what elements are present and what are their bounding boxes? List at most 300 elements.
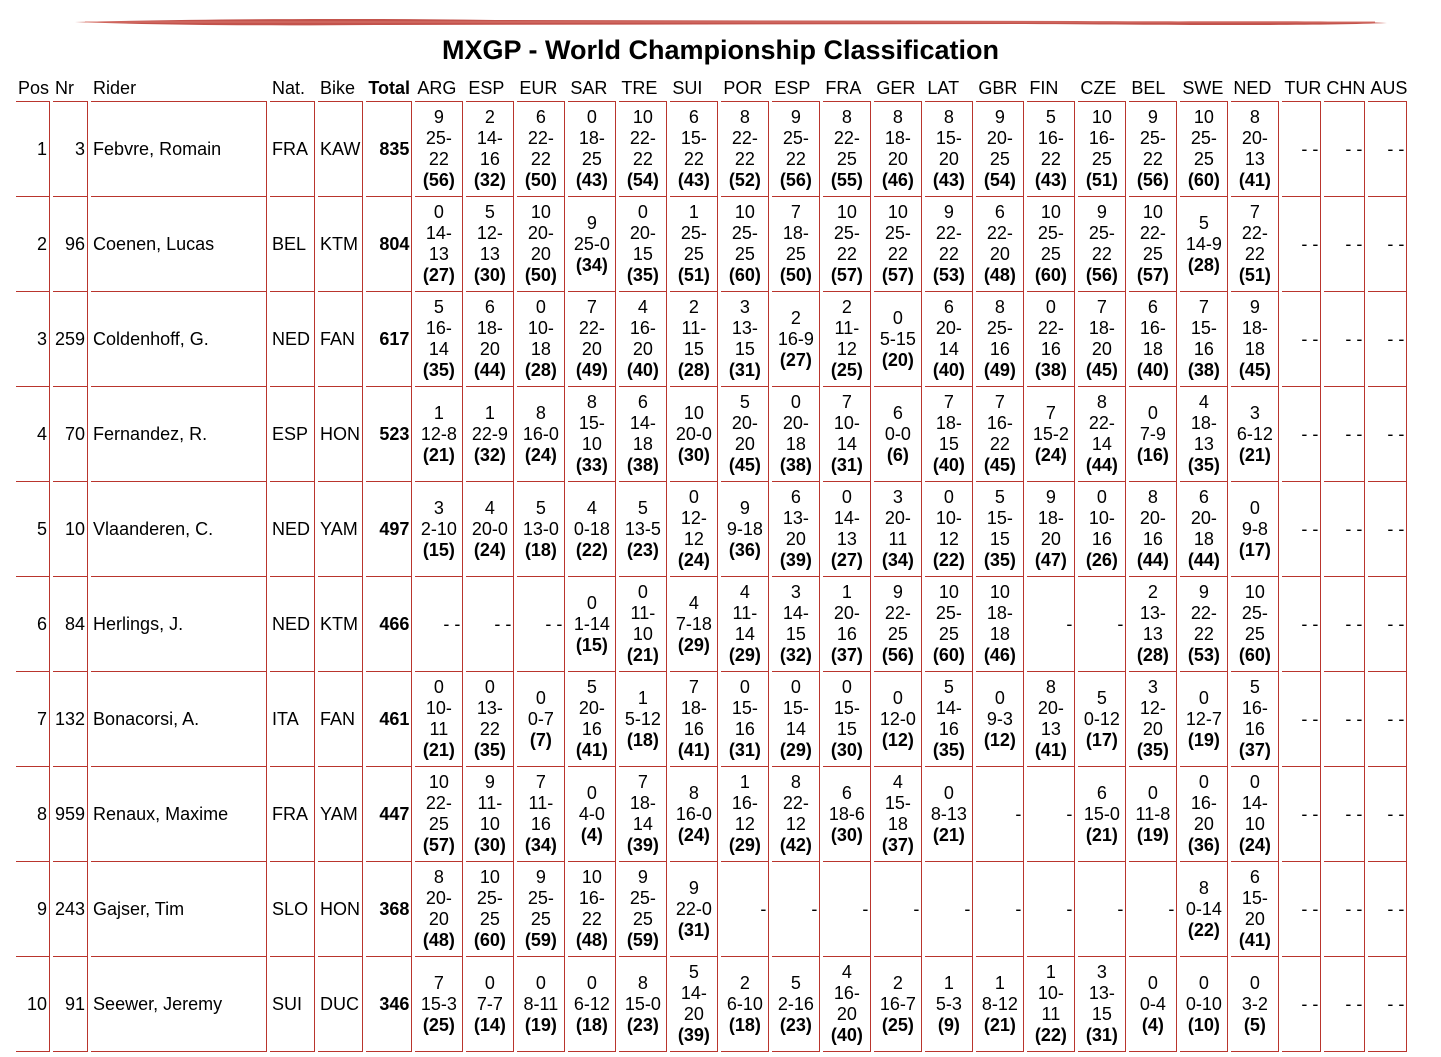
race-bonus: 3 bbox=[433, 497, 444, 518]
col-header-race: GER bbox=[874, 75, 922, 102]
race-bonus: 6 bbox=[1096, 782, 1107, 803]
race-bonus: 10 bbox=[581, 867, 602, 887]
race-points: (40) bbox=[1136, 360, 1169, 380]
race-moto-results: 8-11 bbox=[523, 993, 559, 1014]
race-points: (35) bbox=[932, 740, 965, 760]
race-points: (41) bbox=[677, 740, 710, 760]
race-bonus: 0 bbox=[790, 392, 801, 412]
race-result-cell: - - bbox=[1368, 672, 1407, 767]
race-moto-results: 20- bbox=[731, 413, 758, 433]
race-points: (24) bbox=[677, 824, 710, 845]
race-moto-results: 11 bbox=[888, 529, 908, 549]
race-bonus: 7 bbox=[1045, 402, 1056, 423]
race-bonus: 0 bbox=[943, 782, 954, 803]
page-title: MXGP - World Championship Classification bbox=[441, 35, 1000, 65]
race-result-cell: - - bbox=[1282, 767, 1321, 862]
race-result-cell: - bbox=[874, 862, 922, 957]
col-header-nat: Nat. bbox=[270, 75, 315, 102]
race-moto-results: 9-18 bbox=[726, 518, 763, 539]
race-moto-results: 25- bbox=[935, 603, 962, 623]
race-moto-results: 7-9 bbox=[1139, 423, 1166, 444]
race-bonus: 3 bbox=[1249, 402, 1260, 423]
race-bonus: 1 bbox=[1045, 962, 1056, 982]
race-points: (60) bbox=[932, 645, 965, 665]
race-points: (44) bbox=[1136, 550, 1169, 570]
race-result-cell bbox=[874, 197, 922, 292]
race-points: (21) bbox=[1238, 444, 1271, 465]
race-points: (7) bbox=[529, 729, 552, 750]
race-points: (39) bbox=[626, 835, 659, 855]
race-moto-results: 20 bbox=[1091, 339, 1112, 359]
race-points: (36) bbox=[728, 539, 761, 560]
race-moto-results: 12-7 bbox=[1185, 708, 1222, 729]
race-bonus: 8 bbox=[637, 972, 648, 993]
col-header-pos: Pos bbox=[16, 75, 50, 102]
race-result-cell bbox=[976, 672, 1024, 767]
race-moto-results: 25 bbox=[1040, 244, 1061, 264]
race-result-cell bbox=[1129, 292, 1177, 387]
race-points: (22) bbox=[1034, 1025, 1067, 1045]
race-moto-results: 22- bbox=[731, 128, 758, 148]
race-moto-results: 0-7 bbox=[527, 708, 554, 729]
race-points: (21) bbox=[1085, 824, 1118, 845]
race-result-cell bbox=[1078, 482, 1126, 577]
race-bonus: 8 bbox=[586, 392, 597, 412]
race-moto-results: 22 bbox=[734, 149, 755, 169]
race-moto-results: 15 bbox=[683, 339, 704, 359]
bike-cell: KAW bbox=[318, 102, 363, 197]
race-bonus: 0 bbox=[790, 677, 801, 697]
bike-cell: KTM bbox=[318, 197, 363, 292]
nationality-cell: NED bbox=[270, 577, 315, 672]
classification-table bbox=[13, 75, 1410, 1052]
race-result-cell: - - bbox=[1368, 292, 1407, 387]
race-moto-results: 16- bbox=[731, 793, 758, 813]
race-result-cell bbox=[925, 767, 973, 862]
table-row bbox=[16, 862, 1407, 957]
race-bonus: 5 bbox=[739, 392, 750, 412]
race-points: (31) bbox=[1085, 1025, 1118, 1045]
race-result-cell bbox=[517, 102, 565, 197]
race-result-cell bbox=[1129, 577, 1177, 672]
race-bonus: 6 bbox=[1198, 487, 1209, 507]
race-moto-results: 18 bbox=[1244, 339, 1265, 359]
race-points: (43) bbox=[677, 170, 710, 190]
race-points: (34) bbox=[575, 254, 608, 275]
race-result-cell: - - bbox=[1282, 862, 1321, 957]
table-row bbox=[16, 102, 1407, 197]
race-moto-results: 15-3 bbox=[420, 993, 457, 1014]
nationality-cell: FRA bbox=[270, 102, 315, 197]
race-moto-results: 25 bbox=[734, 244, 755, 264]
race-bonus: 8 bbox=[1045, 677, 1056, 697]
race-bonus: 9 bbox=[994, 107, 1005, 127]
race-bonus: 8 bbox=[841, 107, 852, 127]
race-result-cell bbox=[568, 577, 616, 672]
race-moto-results: 12-0 bbox=[879, 708, 916, 729]
race-bonus: 5 bbox=[1096, 687, 1107, 708]
race-result-cell bbox=[1078, 387, 1126, 482]
race-moto-results: 18- bbox=[1037, 508, 1064, 528]
race-bonus: 10 bbox=[887, 202, 908, 222]
race-moto-results: 10 bbox=[632, 624, 653, 644]
race-points: (35) bbox=[983, 550, 1016, 570]
race-moto-results: 16- bbox=[578, 888, 605, 908]
race-result-cell bbox=[1180, 102, 1228, 197]
race-moto-results: 16- bbox=[1190, 793, 1217, 813]
race-points: (56) bbox=[779, 170, 812, 190]
race-result-cell bbox=[874, 577, 922, 672]
race-points: (28) bbox=[524, 360, 557, 380]
race-result-cell: - - bbox=[1324, 387, 1365, 482]
race-points: (23) bbox=[626, 1014, 659, 1035]
race-moto-results: 20- bbox=[578, 698, 605, 718]
race-result-cell bbox=[670, 577, 718, 672]
race-result-cell bbox=[772, 102, 820, 197]
race-points: (34) bbox=[524, 835, 557, 855]
race-moto-results: 13- bbox=[1139, 603, 1166, 623]
race-result-cell bbox=[517, 957, 565, 1052]
race-bonus: 0 bbox=[535, 972, 546, 993]
race-moto-results: 13 bbox=[1040, 719, 1061, 739]
race-moto-results: 16-7 bbox=[879, 993, 916, 1014]
race-result-cell: - bbox=[1078, 577, 1126, 672]
table-row bbox=[16, 197, 1407, 292]
race-result-cell bbox=[415, 767, 463, 862]
race-bonus: 0 bbox=[1249, 497, 1260, 518]
race-result-cell bbox=[619, 197, 667, 292]
col-header-race: TUR bbox=[1282, 75, 1321, 102]
race-points: (37) bbox=[881, 835, 914, 855]
race-bonus: 0 bbox=[586, 782, 597, 803]
race-moto-results: 16-9 bbox=[777, 328, 814, 349]
race-moto-results: 18- bbox=[1241, 318, 1268, 338]
race-bonus: 5 bbox=[943, 677, 954, 697]
race-moto-results: 12- bbox=[680, 508, 707, 528]
race-moto-results: 16- bbox=[425, 318, 452, 338]
race-moto-results: 20 bbox=[1142, 719, 1163, 739]
race-bonus: 6 bbox=[892, 402, 903, 423]
race-moto-results: 25- bbox=[1088, 223, 1115, 243]
race-moto-results: 16 bbox=[1193, 339, 1214, 359]
race-points: (19) bbox=[1187, 729, 1220, 750]
race-result-cell bbox=[823, 482, 871, 577]
race-result-cell bbox=[466, 387, 514, 482]
race-points: (27) bbox=[779, 349, 812, 370]
race-result-cell bbox=[772, 957, 820, 1052]
race-result-cell bbox=[568, 767, 616, 862]
rider-name-cell: Febvre, Romain bbox=[91, 102, 267, 197]
race-moto-results: 14 bbox=[632, 814, 653, 834]
race-moto-results: 20- bbox=[527, 223, 554, 243]
race-result-cell bbox=[517, 482, 565, 577]
race-result-cell: - - bbox=[517, 577, 565, 672]
race-bonus: 2 bbox=[739, 972, 750, 993]
race-bonus: 8 bbox=[535, 402, 546, 423]
col-header-race: EUR bbox=[517, 75, 565, 102]
race-result-cell: - - bbox=[1282, 672, 1321, 767]
race-result-cell: - bbox=[1078, 862, 1126, 957]
race-points: (41) bbox=[1238, 930, 1271, 950]
race-points: (32) bbox=[473, 170, 506, 190]
race-bonus: 3 bbox=[892, 487, 903, 507]
table-row bbox=[16, 767, 1407, 862]
race-bonus: 3 bbox=[790, 582, 801, 602]
race-result-cell bbox=[823, 672, 871, 767]
race-bonus: 0 bbox=[484, 677, 495, 697]
total-points-cell: 523 bbox=[366, 387, 412, 482]
race-moto-results: 12- bbox=[1139, 698, 1166, 718]
race-moto-results: 25 bbox=[1091, 149, 1112, 169]
race-moto-results: 14 bbox=[836, 434, 857, 454]
race-points: (21) bbox=[932, 824, 965, 845]
total-points-cell: 346 bbox=[366, 957, 412, 1052]
col-header-race: POR bbox=[721, 75, 769, 102]
race-points: (56) bbox=[1136, 170, 1169, 190]
race-points: (12) bbox=[983, 729, 1016, 750]
race-moto-results: 22 bbox=[1244, 244, 1265, 264]
race-moto-results: 18 bbox=[632, 434, 653, 454]
race-points: (51) bbox=[1085, 170, 1118, 190]
race-moto-results: 22 bbox=[479, 719, 500, 739]
race-moto-results: 0-4 bbox=[1139, 993, 1166, 1014]
nationality-cell: SLO bbox=[270, 862, 315, 957]
race-points: (15) bbox=[575, 634, 608, 655]
race-points: (30) bbox=[473, 835, 506, 855]
race-result-cell: - - bbox=[1282, 102, 1321, 197]
race-moto-results: 13- bbox=[476, 698, 503, 718]
col-header-race: ESP bbox=[466, 75, 514, 102]
race-points: (53) bbox=[932, 265, 965, 285]
race-moto-results: 16 bbox=[938, 719, 959, 739]
race-points: (10) bbox=[1187, 1014, 1220, 1035]
race-moto-results: 12 bbox=[938, 529, 959, 549]
race-bonus: 1 bbox=[739, 772, 750, 792]
race-moto-results: 20- bbox=[1139, 508, 1166, 528]
race-points: (38) bbox=[626, 455, 659, 475]
race-moto-results: 16-0 bbox=[675, 803, 712, 824]
race-points: (44) bbox=[1085, 455, 1118, 475]
race-points: (35) bbox=[473, 740, 506, 760]
race-bonus: 5 bbox=[1045, 107, 1056, 127]
race-bonus: 0 bbox=[637, 202, 648, 222]
race-moto-results: 25 bbox=[632, 909, 653, 929]
race-bonus: 9 bbox=[1198, 582, 1209, 602]
bike-cell: HON bbox=[318, 862, 363, 957]
race-points: (54) bbox=[983, 170, 1016, 190]
race-bonus: 9 bbox=[739, 497, 750, 518]
race-moto-results: 22 bbox=[530, 149, 551, 169]
race-moto-results: 15- bbox=[935, 128, 962, 148]
race-result-cell bbox=[976, 197, 1024, 292]
race-points: (18) bbox=[524, 539, 557, 560]
number-cell: 96 bbox=[53, 197, 88, 292]
race-result-cell bbox=[1180, 767, 1228, 862]
race-bonus: 4 bbox=[688, 592, 699, 613]
race-bonus: 2 bbox=[790, 307, 801, 328]
race-moto-results: 16 bbox=[836, 624, 857, 644]
race-result-cell bbox=[670, 767, 718, 862]
race-moto-results: 22 bbox=[632, 149, 653, 169]
race-bonus: 4 bbox=[484, 497, 495, 518]
race-points: (30) bbox=[677, 444, 710, 465]
race-moto-results: 14-9 bbox=[1185, 233, 1222, 254]
race-moto-results: 10- bbox=[527, 318, 554, 338]
race-bonus: 5 bbox=[637, 497, 648, 518]
race-moto-results: 13 bbox=[1244, 149, 1265, 169]
race-moto-results: 20 bbox=[1193, 814, 1214, 834]
race-moto-results: 16- bbox=[1139, 318, 1166, 338]
race-moto-results: 12- bbox=[476, 223, 503, 243]
race-bonus: 6 bbox=[688, 107, 699, 127]
race-moto-results: 15 bbox=[836, 719, 857, 739]
race-moto-results: 22 bbox=[581, 909, 602, 929]
race-result-cell bbox=[874, 387, 922, 482]
race-moto-results: 18- bbox=[680, 698, 707, 718]
col-header-race: FIN bbox=[1027, 75, 1075, 102]
race-points: (31) bbox=[728, 740, 761, 760]
race-bonus: 0 bbox=[637, 582, 648, 602]
race-moto-results: 20- bbox=[986, 128, 1013, 148]
race-points: (50) bbox=[524, 170, 557, 190]
race-moto-results: 15-0 bbox=[624, 993, 661, 1014]
race-moto-results: 12 bbox=[785, 814, 806, 834]
race-moto-results: 6-12 bbox=[573, 993, 610, 1014]
race-result-cell bbox=[466, 672, 514, 767]
race-moto-results: 22 bbox=[1091, 244, 1112, 264]
race-result-cell bbox=[466, 102, 514, 197]
col-header-race: ARG bbox=[415, 75, 463, 102]
nationality-cell: FRA bbox=[270, 767, 315, 862]
race-points: (57) bbox=[881, 265, 914, 285]
race-result-cell: - - bbox=[1368, 482, 1407, 577]
race-bonus: 2 bbox=[484, 107, 495, 127]
race-bonus: 0 bbox=[688, 487, 699, 507]
race-result-cell: - bbox=[772, 862, 820, 957]
position-cell: 6 bbox=[16, 577, 50, 672]
race-moto-results: 20 bbox=[734, 434, 755, 454]
race-bonus: 7 bbox=[586, 297, 597, 317]
race-result-cell bbox=[823, 767, 871, 862]
race-moto-results: 22-0 bbox=[675, 898, 712, 919]
race-bonus: 5 bbox=[790, 972, 801, 993]
race-moto-results: 20 bbox=[428, 909, 449, 929]
race-bonus: 5 bbox=[1198, 212, 1209, 233]
race-bonus: 4 bbox=[841, 962, 852, 982]
race-moto-results: 25- bbox=[731, 223, 758, 243]
race-moto-results: 18- bbox=[1190, 413, 1217, 433]
race-moto-results: 5-15 bbox=[879, 328, 916, 349]
race-bonus: 4 bbox=[586, 497, 597, 518]
race-points: (52) bbox=[728, 170, 761, 190]
header-row bbox=[16, 75, 1407, 102]
race-moto-results: 1-14 bbox=[573, 613, 610, 634]
race-moto-results: 11- bbox=[681, 318, 707, 338]
col-header-race: TRE bbox=[619, 75, 667, 102]
race-points: (39) bbox=[677, 1025, 710, 1045]
race-moto-results: 20 bbox=[989, 244, 1010, 264]
race-points: (5) bbox=[1243, 1014, 1266, 1035]
rider-name-cell: Seewer, Jeremy bbox=[91, 957, 267, 1052]
race-moto-results: 14 bbox=[938, 339, 959, 359]
race-bonus: 0 bbox=[892, 307, 903, 328]
race-result-cell: - - bbox=[1324, 672, 1365, 767]
race-moto-results: 18 bbox=[530, 339, 551, 359]
race-points: (29) bbox=[728, 645, 761, 665]
race-result-cell bbox=[1180, 292, 1228, 387]
race-bonus: 0 bbox=[1249, 772, 1260, 792]
race-points: (45) bbox=[728, 455, 761, 475]
race-result-cell bbox=[670, 672, 718, 767]
bike-cell: YAM bbox=[318, 482, 363, 577]
race-moto-results: 16 bbox=[734, 719, 755, 739]
race-points: (29) bbox=[779, 740, 812, 760]
race-result-cell bbox=[721, 482, 769, 577]
race-result-cell bbox=[976, 482, 1024, 577]
race-moto-results: 15- bbox=[1241, 888, 1268, 908]
race-bonus: 1 bbox=[943, 972, 954, 993]
race-moto-results: 11 bbox=[429, 719, 449, 739]
race-bonus: 8 bbox=[739, 107, 750, 127]
race-points: (40) bbox=[932, 360, 965, 380]
nationality-cell: SUI bbox=[270, 957, 315, 1052]
race-result-cell bbox=[415, 957, 463, 1052]
race-result-cell bbox=[721, 197, 769, 292]
race-points: (29) bbox=[677, 634, 710, 655]
race-moto-results: 18 bbox=[887, 814, 908, 834]
race-bonus: 9 bbox=[484, 772, 495, 792]
race-points: (12) bbox=[881, 729, 914, 750]
race-bonus: 2 bbox=[688, 297, 699, 317]
race-moto-results: 16 bbox=[1091, 529, 1112, 549]
race-result-cell: - - bbox=[1282, 197, 1321, 292]
race-bonus: 2 bbox=[892, 972, 903, 993]
race-result-cell bbox=[568, 197, 616, 292]
total-points-cell: 497 bbox=[366, 482, 412, 577]
race-moto-results: 18- bbox=[629, 793, 656, 813]
race-moto-results: 10- bbox=[833, 413, 860, 433]
race-moto-results: 16 bbox=[1244, 719, 1265, 739]
race-result-cell bbox=[1027, 482, 1075, 577]
race-result-cell bbox=[466, 957, 514, 1052]
race-moto-results: 3-2 bbox=[1241, 993, 1268, 1014]
race-moto-results: 11-8 bbox=[1135, 803, 1171, 824]
race-points: (60) bbox=[728, 265, 761, 285]
col-header-race: SWE bbox=[1180, 75, 1228, 102]
race-points: (28) bbox=[677, 360, 710, 380]
race-result-cell bbox=[1180, 387, 1228, 482]
race-moto-results: 25 bbox=[683, 244, 704, 264]
race-moto-results: 15 bbox=[734, 339, 755, 359]
race-bonus: 9 bbox=[586, 212, 597, 233]
bike-cell: DUC bbox=[318, 957, 363, 1052]
race-result-cell bbox=[772, 292, 820, 387]
race-bonus: 8 bbox=[1198, 877, 1209, 898]
race-bonus: 9 bbox=[688, 877, 699, 898]
race-bonus: 0 bbox=[586, 592, 597, 613]
race-bonus: 8 bbox=[892, 107, 903, 127]
race-result-cell: - bbox=[1129, 862, 1177, 957]
race-result-cell bbox=[976, 102, 1024, 197]
race-moto-results: 14 bbox=[785, 719, 806, 739]
race-points: (19) bbox=[1136, 824, 1169, 845]
race-result-cell bbox=[619, 577, 667, 672]
race-result-cell bbox=[976, 292, 1024, 387]
race-result-cell bbox=[670, 482, 718, 577]
race-moto-results: 10 bbox=[581, 434, 602, 454]
race-result-cell bbox=[925, 482, 973, 577]
race-result-cell bbox=[874, 957, 922, 1052]
